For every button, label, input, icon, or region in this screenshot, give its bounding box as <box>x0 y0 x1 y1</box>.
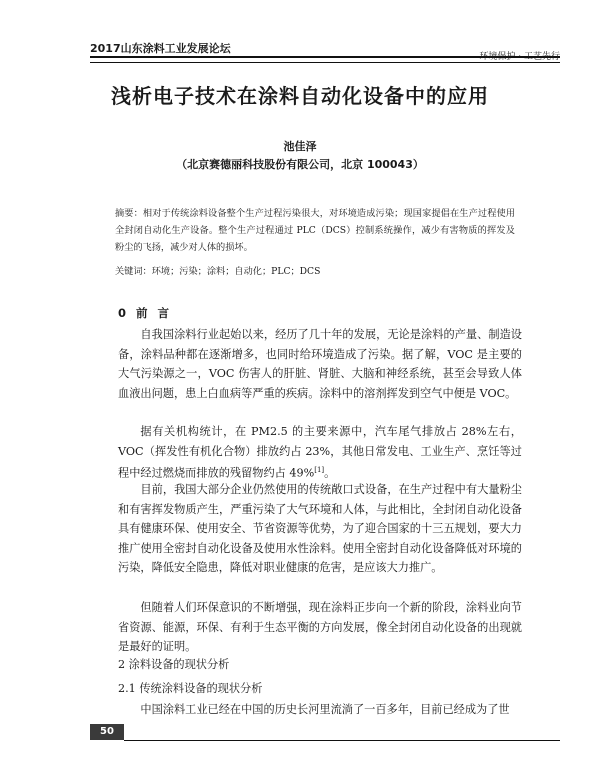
intro-paragraph-3: 目前，我国大部分企业仍然使用的传统敞口式设备，在生产过程中有大量粉尘和有害挥发物质产生，严重污染了大气环境和人体，与此相比，全封闭自动化设备具有健康环保、使用安全、节省资源等优势，为了迎合国家的十三五规划，要大力推广使用全密封自动化设备及使用水性涂料。使用全密封自动化设备降低对环境的污染，降低安全隐患，降低对职业健康的危害，是应该大力推广。 <box>118 483 522 574</box>
citation-ref: [1] <box>314 466 325 474</box>
section-heading-2: 2 涂料设备的现状分析 <box>118 658 230 671</box>
keywords-label: 关键词： <box>115 266 152 277</box>
paper-title: 浅析电子技术在涂料自动化设备中的应用 <box>111 84 489 108</box>
journal-header: 2017山东涂料工业发展论坛 <box>90 42 231 55</box>
abstract <box>115 205 515 256</box>
keywords-text: 环境；污染；涂料；自动化；PLC；DCS <box>151 266 321 277</box>
abstract-label: 摘要： <box>115 208 143 219</box>
abstract-text: 相对于传统涂料设备整个生产过程污染很大，对环境造成污染；现国家提倡在生产过程使用全封闭自动化生产设备。整个生产过程通过 PLC（DCS）控制系统操作，减少有害物质的挥发及粉尘的飞扬，减少对人体的损坏。 <box>115 208 516 253</box>
header-rule-thin <box>90 62 560 63</box>
intro-paragraph-2-text: 据有关机构统计，在 PM2.5 的主要来源中，汽车尾气排放占 28%左右，VOC（挥发性有机化合物）排放约占 23%，其他日常发电、工业生产、烹饪等过程中经过燃烧而排放的残留物约占 49% <box>118 425 522 480</box>
column-header: 环境保护 · 工艺先行 <box>479 52 560 62</box>
intro-paragraph-4: 但随着人们环保意识的不断增强，现在涂料正步向一个新的阶段，涂料业向节省资源、能源，环保、有利于生态平衡的方向发展，像全封闭自动化设备的出现就是最好的证明。 <box>118 601 522 653</box>
section2-paragraph-1: 中国涂料工业已经在中国的历史长河里流淌了一百多年，目前已经成为了世 <box>140 703 510 716</box>
section-heading-introduction: 0 前 言 <box>118 306 170 320</box>
page-number: 50 <box>90 724 124 740</box>
footer-rule <box>124 740 560 741</box>
author-affiliation: （北京赛德丽科技股份有限公司，北京 100043） <box>176 158 424 171</box>
author-name: 池佳泽 <box>283 140 317 153</box>
keywords <box>115 263 515 280</box>
intro-paragraph-1: 自我国涂料行业起始以来，经历了几十年的发展，无论是涂料的产量、制造设备，涂料品种都在逐渐增多，也同时给环境造成了污染。据了解，VOC 是主要的大气污染源之一，VOC 伤害人的肝脏、肾脏、大脑和神经系统，甚至会导致人体血液出问题，患上白血病等严重的疾病。涂料中的溶剂挥发到空气中便是 VOC。 <box>118 328 522 400</box>
intro-paragraph-2-end: 。 <box>324 466 336 480</box>
intro-paragraph-2 <box>118 422 522 483</box>
subsection-heading-2-1: 2.1 传统涂料设备的现状分析 <box>118 682 263 695</box>
